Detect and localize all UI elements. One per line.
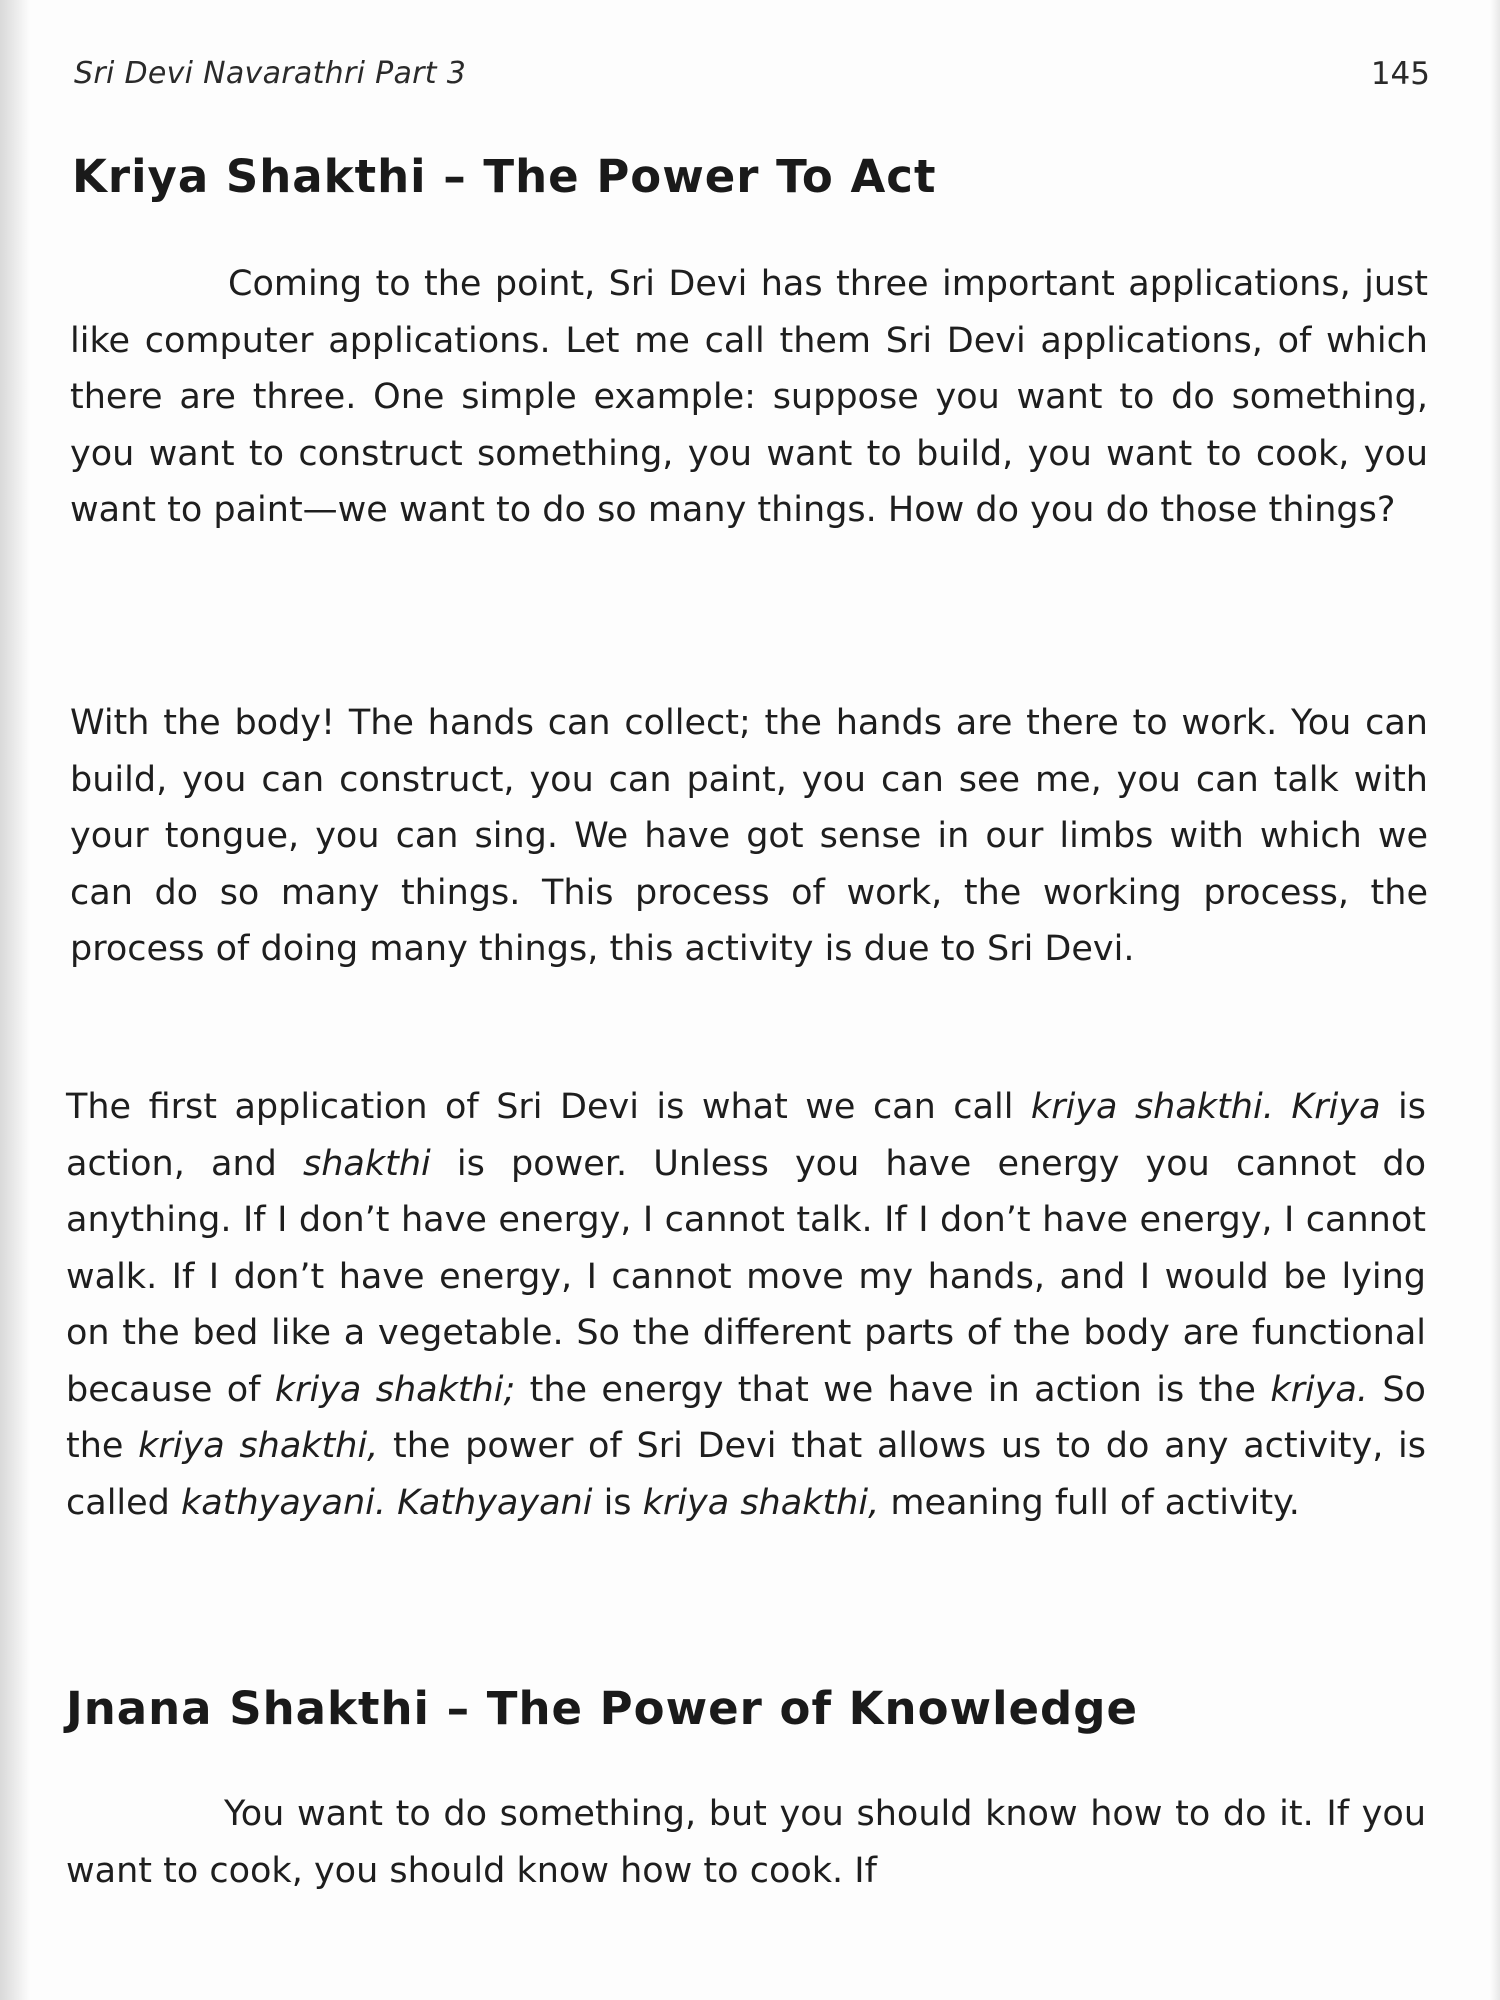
- italic-term: kriya shakthi,: [642, 1482, 880, 1523]
- paragraph: With the body! The hands can collect; the hands are there to work. You can build, you can construct, you can paint, you can see me, you can talk with your tongue, you can sing. We have got sense in our limbs with which we can do so many things. This process of work, the working process, the process of doing many things, this activity is due to Sri Devi.: [70, 703, 1428, 969]
- italic-term: kriya shakthi.: [1030, 1087, 1274, 1127]
- italic-term: Kathyayani: [397, 1482, 593, 1523]
- paragraph: You want to do something, but you should know how to do it. If you want to cook, you should know how to cook. If: [66, 1794, 1426, 1891]
- section-heading-kriya-shakthi: Kriya Shakthi – The Power To Act: [72, 150, 937, 203]
- binding-shadow: [0, 0, 30, 2000]
- page-number: 145: [1370, 56, 1430, 92]
- italic-term: kriya shakthi,: [138, 1426, 379, 1466]
- italic-term: kriya shakthi;: [274, 1369, 516, 1410]
- running-title: Sri Devi Navarathri Part 3: [74, 56, 467, 91]
- italic-term: kriya.: [1270, 1369, 1368, 1410]
- italic-term: shakthi: [303, 1143, 431, 1184]
- paragraph: The first application of Sri Devi is what we can call kriya shakthi. Kriya is action, and shakthi is power. Unless you have energy you cannot do anything. If I don’t have energy, I cannot talk. If I don’t have energy, I cannot walk. If I don’t have energy, I cannot move my hands, and I would be lying on the bed like a vegetable. So the different parts of the body are functional because of kriya shakthi; the energy that we have in action is the kriya. So the kriya shakthi, the power of Sri Devi that allows us to do any activity, is called kathyayani. Kathyayani is kriya shakthi, meaning full of activity.: [66, 1087, 1427, 1523]
- running-header: [74, 56, 1430, 96]
- italic-term: Kriya: [1291, 1087, 1381, 1127]
- italic-term: kathyayani.: [181, 1482, 386, 1523]
- paragraph: Coming to the point, Sri Devi has three important applications, just like computer applications. Let me call them Sri Devi applications, of which there are three. One simple example: suppose you want to do something, you want to construct something, you want to build, you want to cook, you want to paint—we want to do so many things. How do you do those things?: [70, 264, 1428, 530]
- page-edge: [1490, 0, 1500, 2000]
- section-heading-jnana-shakthi: Jnana Shakthi – The Power of Knowledge: [66, 1682, 1138, 1735]
